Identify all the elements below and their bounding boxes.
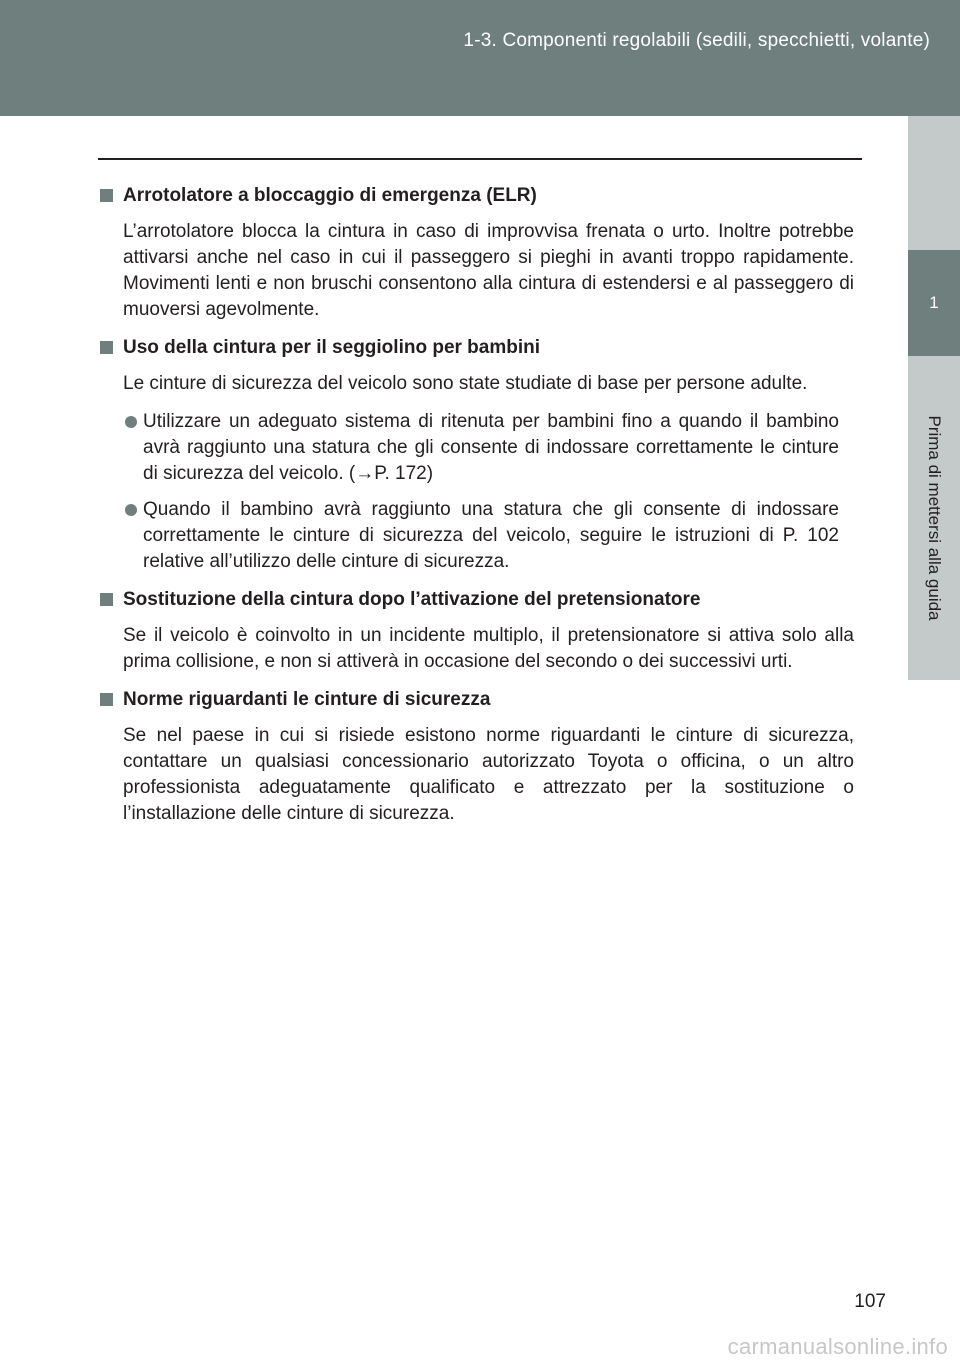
side-tab-upper xyxy=(908,116,960,250)
section-heading-text: Norme riguardanti le cinture di sicurezza xyxy=(123,689,491,710)
watermark: carmanualsonline.info xyxy=(727,1334,948,1359)
list-item-text: Utilizzare un adeguato sistema di ritenuta per bambini fino a quando il bambino avrà raggiunto una statura che gli consente di indossare correttamente le cinture di sicurezza del veicolo. (→P. 172) xyxy=(143,411,839,484)
section-title: 1-3. Componenti regolabili (sedili, specchietti, volante) xyxy=(463,30,930,51)
top-rule xyxy=(98,158,862,160)
square-bullet-icon xyxy=(100,593,113,606)
page-number: 107 xyxy=(854,1291,886,1312)
page-content xyxy=(98,183,854,839)
square-bullet-icon xyxy=(100,341,113,354)
list-item xyxy=(123,409,839,487)
section-heading-text: Uso della cintura per il seggiolino per bambini xyxy=(123,337,541,358)
list-item xyxy=(123,497,839,575)
chapter-label: Prima di mettersi alla guida xyxy=(925,415,944,621)
list-item-text: Quando il bambino avrà raggiunto una statura che gli consente di indossare correttamente le cinture di sicurezza del veicolo, seguire le istruzioni di P. 102 relative all’utilizzo delle cinture di sicurezza. xyxy=(143,499,839,572)
section-heading-elr xyxy=(98,183,854,209)
section-heading-pretensioner xyxy=(98,587,854,613)
square-bullet-icon xyxy=(100,693,113,706)
header-band xyxy=(0,0,960,116)
section-heading-text: Arrotolatore a bloccaggio di emergenza (ELR) xyxy=(123,185,537,206)
section-paragraph: Se il veicolo è coinvolto in un incidente multiplo, il pretensionatore si attiva solo alla prima collisione, e non si attiverà in occasione del secondo o dei successivi urti. xyxy=(123,625,854,672)
section-heading-regulations xyxy=(98,687,854,713)
chapter-number-tab: 1 xyxy=(908,250,960,356)
section-paragraph: L’arrotolatore blocca la cintura in caso di improvvisa frenata o urto. Inoltre potrebbe attivarsi anche nel caso in cui il passeggero si pieghi in avanti troppo rapidamente. Movimenti lenti e non bruschi consentono alla cintura di estendersi e al passeggero di muoversi agevolmente. xyxy=(123,221,854,320)
section-paragraph: Le cinture di sicurezza del veicolo sono state studiate di base per persone adulte. xyxy=(123,373,808,394)
section-paragraph: Se nel paese in cui si risiede esistono norme riguardanti le cinture di sicurezza, contattare un qualsiasi concessionario autorizzato Toyota o officina, o un altro professionista adeguatamente qualificato e attrezzato per la sostituzione o l’installazione delle cinture di sicurezza. xyxy=(123,725,854,824)
square-bullet-icon xyxy=(100,189,113,202)
bullet-list xyxy=(123,409,854,575)
round-bullet-icon xyxy=(125,504,137,516)
section-heading-text: Sostituzione della cintura dopo l’attivazione del pretensionatore xyxy=(123,589,701,610)
section-heading-child-seat xyxy=(98,335,854,361)
round-bullet-icon xyxy=(125,416,137,428)
